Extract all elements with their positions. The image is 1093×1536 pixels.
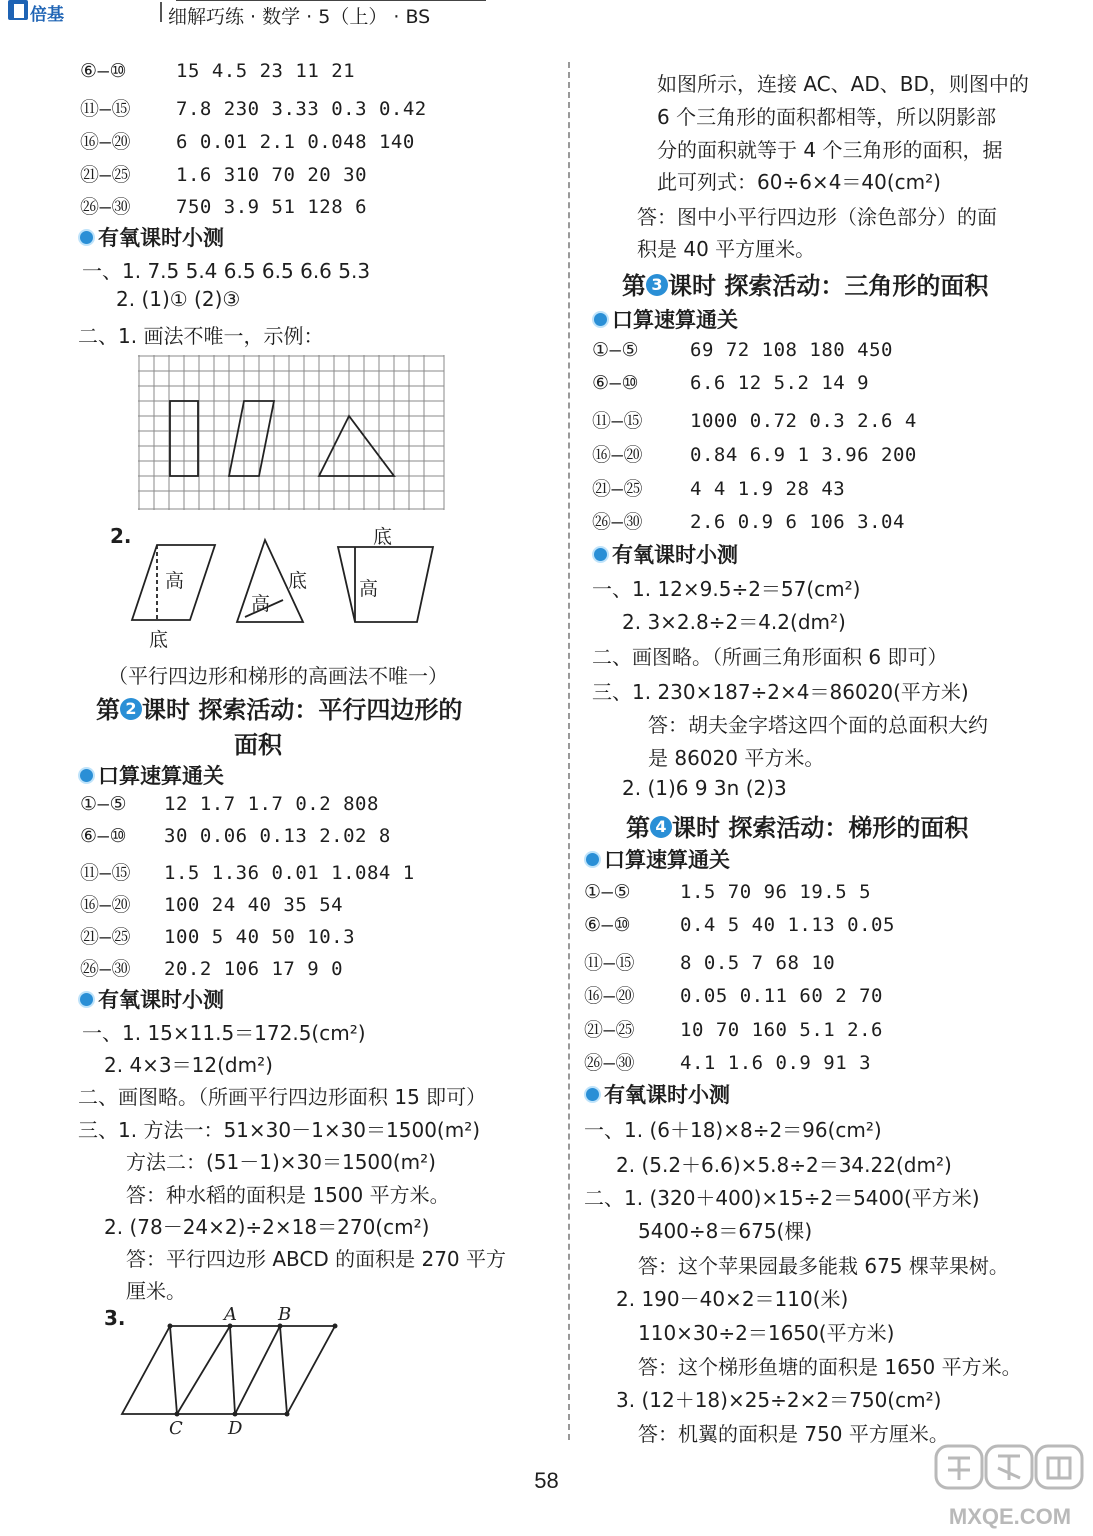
section-heading: 口算速算通关 — [78, 760, 224, 790]
answer-line: 二、1. (320＋400)×15÷2＝5400(平方米) — [584, 1186, 980, 1210]
section-heading: 口算速算通关 — [592, 304, 738, 334]
answer-line: 二、画图略。（所画平行四边形面积 15 即可） — [78, 1085, 487, 1109]
answer-line: 110×30÷2＝1650(平方米) — [638, 1321, 895, 1345]
bullet-icon — [78, 229, 95, 246]
answer-line: 2. 4×3＝12(dm²) — [104, 1053, 273, 1077]
answer-row: ①—⑤ 69 72 108 180 450 — [592, 339, 893, 361]
page-header — [0, 0, 1093, 30]
answer-line: 三、1. 230×187÷2×4＝86020(平方米) — [592, 680, 969, 704]
section-heading: 有氧课时小测 — [78, 222, 224, 252]
bullet-icon — [78, 767, 95, 784]
answer-row: ⑯—⑳ 6 0.01 2.1 0.048 140 — [80, 131, 415, 153]
answer-line: 2. (5.2＋6.6)×5.8÷2＝34.22(dm²) — [616, 1153, 952, 1177]
answer-line: 答：种水稻的面积是 1500 平方米。 — [126, 1183, 450, 1207]
answer-line: 2. 190－40×2＝110(米) — [616, 1287, 849, 1311]
answer-line: 如图所示，连接 AC、AD、BD，则图中的 — [657, 72, 1029, 96]
vertex-label: A — [224, 1304, 237, 1325]
answer-line: 是 86020 平方米。 — [648, 746, 825, 770]
base-label: 底 — [149, 629, 169, 651]
answer-row: ㉑—㉕ 1.6 310 70 20 30 — [80, 164, 368, 186]
grid-drawing-figure — [138, 355, 446, 511]
answer-line: 一、1. 12×9.5÷2＝57(cm²) — [592, 577, 861, 601]
answer-line: 答：这个苹果园最多能栽 675 棵苹果树。 — [638, 1254, 1009, 1278]
answer-line: 一、1. 15×11.5＝172.5(cm²) — [82, 1021, 366, 1045]
answer-row: ⑥—⑩ 0.4 5 40 1.13 0.05 — [584, 914, 895, 936]
height-label: 高 — [359, 578, 379, 600]
answer-row: ⑥—⑩ 30 0.06 0.13 2.02 8 — [80, 825, 391, 847]
answer-row: ①—⑤ 1.5 70 96 19.5 5 — [584, 881, 872, 903]
answer-row: ⑥—⑩ 6.6 12 5.2 14 9 — [592, 372, 870, 394]
answer-line: 此可列式：60÷6×4＝40(cm²) — [657, 170, 941, 194]
answer-line: 一、1. 7.5 5.4 6.5 6.5 6.6 5.3 — [82, 259, 371, 283]
base-label: 底 — [373, 526, 393, 548]
bullet-icon — [592, 311, 609, 328]
answer-row: ⑪—⑮ 8 0.5 7 68 10 — [584, 952, 836, 974]
section-heading: 有氧课时小测 — [584, 1079, 730, 1109]
section-heading: 有氧课时小测 — [592, 539, 738, 569]
height-label: 高 — [165, 570, 185, 592]
answer-line: 二、画图略。（所画三角形面积 6 即可） — [592, 645, 948, 669]
answer-row: ⑯—⑳ 0.84 6.9 1 3.96 200 — [592, 444, 917, 466]
header-separator — [160, 2, 162, 22]
parallelogram-figure — [115, 1302, 355, 1442]
answer-row: ⑪—⑮ 1000 0.72 0.3 2.6 4 — [592, 410, 917, 432]
heights-figure — [125, 525, 445, 653]
answer-row: ⑯—⑳ 0.05 0.11 60 2 70 — [584, 985, 883, 1007]
lesson-title: 第 2 课时 探索活动：平行四边形的 — [96, 696, 463, 724]
answer-line: 一、1. (6＋18)×8÷2＝96(cm²) — [584, 1118, 882, 1142]
answer-line: 积是 40 平方厘米。 — [637, 237, 816, 261]
header-rule — [176, 0, 486, 1]
answer-row: ⑯—⑳ 100 24 40 35 54 — [80, 894, 344, 916]
answer-line: 2. — [110, 524, 132, 548]
bullet-icon — [584, 1086, 601, 1103]
book-title: 细解巧练 · 数学 · 5（上） · BS — [168, 6, 431, 28]
answer-row: ㉖—㉚ 4.1 1.6 0.9 91 3 — [584, 1052, 872, 1074]
answer-line: 2. (1)6 9 3n (2)3 — [622, 776, 787, 800]
answer-line: 二、1. 画法不唯一，示例： — [78, 324, 324, 348]
answer-line: 5400÷8＝675(棵) — [638, 1219, 813, 1243]
lesson-number-badge: 3 — [646, 274, 668, 296]
vertex-label: D — [228, 1418, 243, 1439]
answer-line: 2. (1)① (2)③ — [116, 287, 241, 311]
bullet-icon — [592, 546, 609, 563]
answer-row: ⑪—⑮ 1.5 1.36 0.01 1.084 1 — [80, 862, 415, 884]
base-label: 底 — [288, 570, 308, 592]
lesson-title: 第 4 课时 探索活动：梯形的面积 — [626, 814, 969, 842]
vertex-label: C — [169, 1418, 183, 1439]
answer-row: ⑥—⑩ 15 4.5 23 11 21 — [80, 60, 356, 82]
answer-line: 6 个三角形的面积都相等，所以阴影部 — [657, 105, 997, 129]
answer-row: ㉑—㉕ 10 70 160 5.1 2.6 — [584, 1019, 883, 1041]
bullet-icon — [78, 991, 95, 1008]
height-label: 高 — [251, 593, 271, 615]
answer-line: 答：机翼的面积是 750 平方厘米。 — [638, 1422, 949, 1446]
section-heading: 有氧课时小测 — [78, 984, 224, 1014]
lesson-title: 第 3 课时 探索活动：三角形的面积 — [622, 272, 989, 300]
watermark-text: MXQE.COM — [948, 1504, 1072, 1529]
answer-row: ①—⑤ 12 1.7 1.7 0.2 808 — [80, 793, 379, 815]
column-divider — [568, 62, 570, 1440]
answer-line: 2. 3×2.8÷2＝4.2(dm²) — [622, 610, 846, 634]
answer-row: ㉑—㉕ 100 5 40 50 10.3 — [80, 926, 356, 948]
answer-line: 厘米。 — [126, 1279, 186, 1303]
lesson-number-badge: 2 — [120, 698, 142, 720]
answer-line: 方法二：(51－1)×30＝1500(m²) — [126, 1150, 436, 1174]
answer-line: 答：这个梯形鱼塘的面积是 1650 平方米。 — [638, 1355, 1022, 1379]
section-heading: 口算速算通关 — [584, 844, 730, 874]
lesson-title-cont: 面积 — [234, 731, 282, 759]
lesson-number-badge: 4 — [650, 816, 672, 838]
publisher-logo: 倍基 — [0, 0, 62, 24]
answer-line: 答：胡夫金字塔这四个面的总面积大约 — [648, 713, 988, 737]
watermark-logo — [928, 1440, 1093, 1536]
answer-line: 答：平行四边形 ABCD 的面积是 270 平方 — [126, 1247, 507, 1271]
answer-line: 3. — [104, 1306, 126, 1330]
answer-line: 2. (78－24×2)÷2×18＝270(cm²) — [104, 1215, 430, 1239]
answer-line: 三、1. 方法一：51×30－1×30＝1500(m²) — [78, 1118, 481, 1142]
page-number: 58 — [534, 1468, 559, 1493]
bullet-icon — [584, 851, 601, 868]
answer-line: 3. (12＋18)×25÷2×2＝750(cm²) — [616, 1388, 942, 1412]
answer-line: 答：图中小平行四边形（涂色部分）的面 — [637, 205, 997, 229]
note-line: （平行四边形和梯形的高画法不唯一） — [108, 664, 448, 688]
answer-row: ㉑—㉕ 4 4 1.9 28 43 — [592, 478, 846, 500]
vertex-label: B — [278, 1304, 292, 1325]
answer-row: ⑪—⑮ 7.8 230 3.33 0.3 0.42 — [80, 98, 427, 120]
answer-line: 分的面积就等于 4 个三角形的面积，据 — [657, 138, 1003, 162]
answer-row: ㉖—㉚ 2.6 0.9 6 106 3.04 — [592, 511, 905, 533]
answer-row: ㉖—㉚ 750 3.9 51 128 6 — [80, 196, 368, 218]
answer-row: ㉖—㉚ 20.2 106 17 9 0 — [80, 958, 344, 980]
